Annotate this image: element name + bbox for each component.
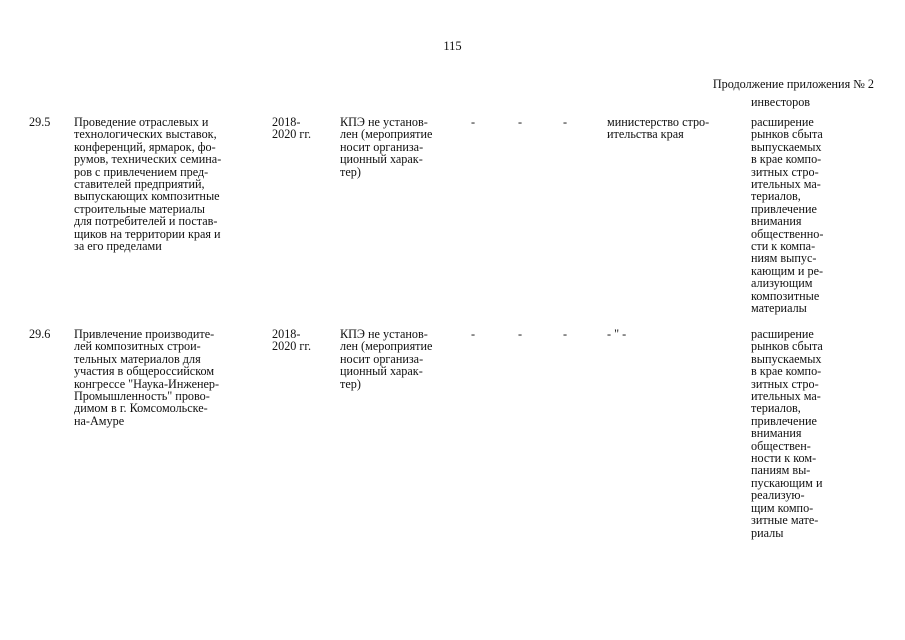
page-number: 115: [443, 39, 462, 53]
period-cell: 2018- 2020 гг.: [272, 115, 312, 142]
value-2018-cell: -: [471, 327, 476, 341]
table-row: [0, 328, 905, 548]
kpe-cell: КПЭ не установ- лен (мероприятие носит организа- ционный харак- тер): [340, 115, 433, 179]
value-2018-cell: -: [471, 115, 476, 129]
activity-name: Привлечение производите- лей композитных строи- тельных материалов для участия в общероссийском конгрессе "Наука-Инженер- Промышленность" прово- димом в г. Комсомольске- на-Амуре: [74, 327, 220, 428]
value-2020-cell: -: [563, 115, 568, 129]
row-number: 29.6: [29, 327, 51, 341]
value-2020-cell: -: [563, 327, 568, 341]
value-2019-cell: -: [518, 327, 523, 341]
carry-over-text: инвесторов: [751, 95, 811, 109]
responsible-cell: - " -: [607, 327, 627, 341]
continuation-note: Продолжение приложения № 2: [712, 77, 874, 91]
period-cell: 2018- 2020 гг.: [272, 327, 312, 354]
responsible-cell: министерство стро- ительства края: [607, 115, 710, 142]
expected-result-cell: расширение рынков сбыта выпускаемых в крае компо- зитных стро- ительных ма- териалов, привлечение внимания обществен- ности к ком- паниям вы- пускающим и реализую- щим компо- зитные мате- риалы: [751, 327, 823, 540]
row-number: 29.5: [29, 115, 51, 129]
kpe-cell: КПЭ не установ- лен (мероприятие носит организа- ционный харак- тер): [340, 327, 433, 391]
expected-result-cell: расширение рынков сбыта выпускаемых в крае компо- зитных стро- ительных ма- териалов, привлечение внимания общественно- сти к компа- ниям выпус- кающим и ре- ализующим композитные материалы: [751, 115, 824, 316]
activity-name: Проведение отраслевых и технологических выставок, конференций, ярмарок, фо- румов, технических семина- ров с привлечением пред- ставителей предприятий, выпускающих композитные строительные материалы для потребителей и постав- щиков на территории края и за его пределами: [74, 115, 222, 254]
table-row: [0, 116, 905, 316]
value-2019-cell: -: [518, 115, 523, 129]
